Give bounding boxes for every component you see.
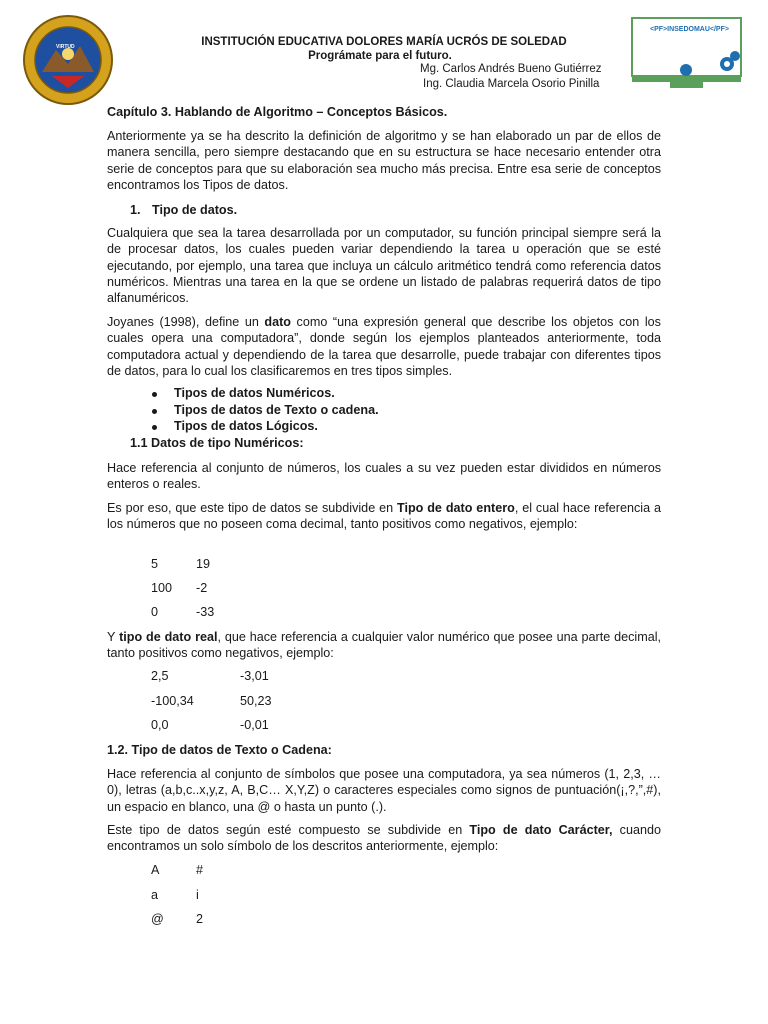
paragraph-character bbox=[107, 822, 661, 855]
int-example: 100 bbox=[151, 581, 173, 595]
bullet-item: Tipos de datos Lógicos. bbox=[174, 419, 318, 433]
author-1: Mg. Carlos Andrés Bueno Gutiérrez bbox=[420, 63, 602, 75]
paragraph-integer bbox=[107, 500, 661, 533]
bullet-dot bbox=[152, 425, 157, 430]
paragraph-real bbox=[107, 629, 661, 662]
paragraph-numbers: Hace referencia al conjunto de números, los cuales a su vez pueden estar divididos en números enteros o reales. bbox=[107, 461, 661, 492]
real-example: -3,01 bbox=[240, 669, 269, 683]
subsection-1-1: 1.1 Datos de tipo Numéricos: bbox=[130, 436, 304, 450]
text: como “una expresión general que describe los objetos con los cuales opera una computadora”, donde según los ejemplos planteados anteriormente, toda computadora actual y dependiendo de la tarea que desarrolle, puede trabajar con diferentes tipos de datos, para lo cual los clasificaremos en tres tipos simples. bbox=[107, 315, 661, 378]
char-example: @ bbox=[151, 912, 164, 926]
section-number: 1. bbox=[130, 203, 141, 217]
logo-motto: VIRTUD bbox=[56, 44, 75, 50]
paragraph-text: Hace referencia al conjunto de símbolos que posee una computadora, ya sea números (1, 2,3, … 0), letras (a,b,c..x,y,z, A, B,C… X,Y,Z) o caracteres especiales como signos de puntuación(¡,?,”,#), un espacio en blanco, una @ o hasta un punto (.). bbox=[107, 767, 661, 814]
text: Es por eso, que este tipo de datos se subdivide en bbox=[107, 501, 397, 515]
int-example: 0 bbox=[151, 605, 159, 619]
bullet-item: Tipos de datos de Texto o cadena. bbox=[174, 403, 379, 417]
monitor-text: <PF>INSEDOMAU</PF> bbox=[650, 26, 729, 33]
char-example: i bbox=[196, 888, 199, 902]
monitor-logo bbox=[630, 16, 743, 90]
char-example: 2 bbox=[196, 912, 204, 926]
text: , que hace referencia a cualquier valor numérico que posee una parte decimal, tanto positivos como negativos, ejemplo: bbox=[107, 630, 662, 661]
bold-term: Tipo de dato entero bbox=[397, 501, 515, 515]
bold-term: Tipo de dato Carácter, bbox=[469, 823, 613, 837]
slogan: Prográmate para el futuro. bbox=[308, 50, 452, 62]
real-example: 0,0 bbox=[151, 718, 169, 732]
char-example: # bbox=[196, 863, 204, 877]
intro-paragraph: Anteriormente ya se ha descrito la definición de algoritmo y se han elaborado un par de ellos de manera sencilla, pero siempre destacando que en su estructura se hace necesario entender otra serie de conceptos para que su elaboración sea mucho más precisa. Entre esa serie de conceptos encontramos los Tipos de datos. bbox=[107, 129, 661, 192]
real-example: -0,01 bbox=[240, 718, 269, 732]
int-example: -2 bbox=[196, 581, 208, 595]
bullet-dot bbox=[152, 409, 157, 414]
text: Y bbox=[107, 630, 120, 644]
char-example: A bbox=[151, 863, 160, 877]
bullet-item: Tipos de datos Numéricos. bbox=[174, 386, 335, 400]
int-example: 5 bbox=[151, 557, 159, 571]
author-2: Ing. Claudia Marcela Osorio Pinilla bbox=[423, 78, 600, 90]
real-example: 50,23 bbox=[240, 694, 272, 708]
bold-term: dato bbox=[264, 315, 291, 329]
chapter-title: Capítulo 3. Hablando de Algoritmo – Conceptos Básicos. bbox=[107, 105, 448, 119]
section-title: Tipo de datos. bbox=[152, 203, 238, 217]
bold-term: tipo de dato real bbox=[119, 630, 218, 644]
paragraph-joyanes bbox=[107, 314, 661, 379]
text: cuando encontramos un solo símbolo de los descritos anteriormente, ejemplo: bbox=[107, 823, 661, 854]
subsection-1-2: 1.2. Tipo de datos de Texto o Cadena: bbox=[107, 743, 332, 757]
real-example: -100,34 bbox=[151, 694, 194, 708]
text: , el cual hace referencia a los números que no poseen coma decimal, tanto positivos como negativos, ejemplo: bbox=[107, 501, 661, 532]
real-example: 2,5 bbox=[151, 669, 169, 683]
int-example: -33 bbox=[196, 605, 215, 619]
bullet-dot bbox=[152, 392, 157, 397]
paragraph-processing: Cualquiera que sea la tarea desarrollada por un computador, su función principal siempre será la de procesar datos, los cuales pueden variar dependiendo la tarea u operación que se esté ejecutando, por ejemplo, una tarea que incluya un cálculo aritmético tendrá como referencia datos numéricos. Mientras una tarea en la que se ordene un listado de palabras requerirá datos de tipo alfanuméricos. bbox=[107, 226, 661, 306]
institution-name: INSTITUCIÓN EDUCATIVA DOLORES MARÍA UCRÓS DE SOLEDAD bbox=[201, 36, 567, 48]
int-example: 19 bbox=[196, 557, 211, 571]
text: Joyanes (1998), define un bbox=[107, 315, 265, 329]
char-example: a bbox=[151, 888, 159, 902]
text: Este tipo de datos según esté compuesto se subdivide en bbox=[107, 823, 470, 837]
